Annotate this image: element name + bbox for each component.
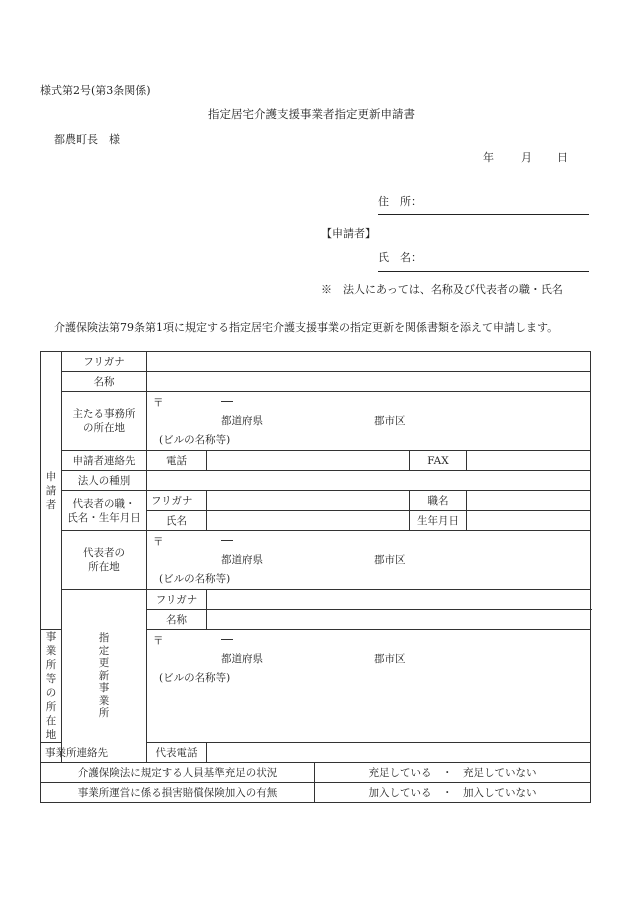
- postal-mark: 〒: [153, 397, 164, 409]
- corp-type-label: 法人の種別: [62, 471, 147, 491]
- name-label: 氏 名：: [378, 251, 422, 264]
- fax-label: FAX: [410, 451, 467, 471]
- section-label-applicant: 申 請 者: [41, 352, 62, 630]
- date-month-label: 月: [521, 151, 532, 164]
- addressee: 都農町長 様: [54, 133, 120, 146]
- staffing-question: 介護保険法に規定する人員基準充足の状況: [41, 763, 315, 783]
- phone-label: 電話: [147, 451, 207, 471]
- building-label: (ビルの名称等): [159, 434, 231, 446]
- postal-dash: [221, 540, 233, 541]
- office-name-label: 名称: [147, 610, 207, 630]
- building-label: (ビルの名称等): [159, 672, 231, 684]
- insurance-answer[interactable]: 加入している ・ 加入していない: [315, 783, 591, 803]
- rep-birth-field[interactable]: [467, 511, 591, 531]
- name-underline: [378, 271, 589, 272]
- main-phone-field[interactable]: [207, 743, 591, 763]
- building-label: (ビルの名称等): [159, 573, 231, 585]
- prefecture-label: 都道府県: [221, 415, 263, 427]
- rep-name-field[interactable]: [207, 511, 410, 531]
- city-label: 郡市区: [374, 554, 406, 566]
- phone-field[interactable]: [207, 451, 410, 471]
- address-label: 住 所：: [378, 195, 422, 208]
- date-day-label: 日: [557, 151, 568, 164]
- application-statement: 介護保険法第79条第1項に規定する指定居宅介護支援事業の指定更新を関係書類を添えて申請します。: [54, 321, 559, 334]
- form-title: 指定居宅介護支援事業者指定更新申請書: [208, 107, 415, 121]
- rep-address-label: 代表者の 所在地: [62, 531, 147, 590]
- name-label-cell: 名称: [62, 372, 147, 392]
- rep-info-label: 代表者の職・ 氏名・生年月日: [62, 491, 147, 531]
- rep-furigana-field[interactable]: [207, 491, 410, 511]
- city-label: 郡市区: [374, 653, 406, 665]
- applicant-contact-label: 申請者連絡先: [62, 451, 147, 471]
- staffing-answer[interactable]: 充足している ・ 充足していない: [315, 763, 591, 783]
- address-underline: [378, 214, 589, 215]
- name-field[interactable]: [147, 372, 591, 392]
- main-office-address-field[interactable]: [147, 392, 591, 451]
- rep-birth-label: 生年月日: [410, 511, 467, 531]
- rep-title-field[interactable]: [467, 491, 591, 511]
- postal-dash: [221, 401, 233, 402]
- main-phone-label: 代表電話: [147, 743, 207, 763]
- furigana-field[interactable]: [147, 352, 591, 372]
- corporation-note: ※ 法人にあっては、名称及び代表者の職・氏名: [321, 283, 563, 296]
- date-year-label: 年: [483, 151, 494, 164]
- office-furigana-label: フリガナ: [147, 590, 207, 610]
- rep-address-field[interactable]: [147, 531, 591, 590]
- prefecture-label: 都道府県: [221, 653, 263, 665]
- rep-furigana-label: フリガナ: [147, 491, 207, 511]
- postal-dash: [221, 639, 233, 640]
- rep-name-label: 氏名: [147, 511, 207, 531]
- applicant-label: 【申請者】: [321, 227, 376, 240]
- insurance-question: 事業所運営に係る損害賠償保険加入の有無: [41, 783, 315, 803]
- prefecture-label: 都道府県: [221, 554, 263, 566]
- office-furigana-field[interactable]: [207, 590, 591, 610]
- section-label-office: 指 定 更 新 事 業 所: [62, 590, 147, 763]
- main-office-label: 主たる事務所 の所在地: [62, 392, 147, 451]
- office-contact-label: 事業所連絡先: [41, 743, 62, 763]
- application-form-table: [40, 351, 591, 803]
- city-label: 郡市区: [374, 415, 406, 427]
- postal-mark: 〒: [153, 635, 164, 647]
- office-name-field[interactable]: [207, 610, 591, 630]
- furigana-label: フリガナ: [62, 352, 147, 372]
- office-address-label: 事業所等 の所在地: [41, 630, 62, 743]
- form-number: 様式第2号(第3条関係): [40, 84, 151, 97]
- rep-title-label: 職名: [410, 491, 467, 511]
- office-address-field[interactable]: [147, 630, 591, 743]
- fax-field[interactable]: [467, 451, 591, 471]
- corp-type-field[interactable]: [147, 471, 591, 491]
- postal-mark: 〒: [153, 536, 164, 548]
